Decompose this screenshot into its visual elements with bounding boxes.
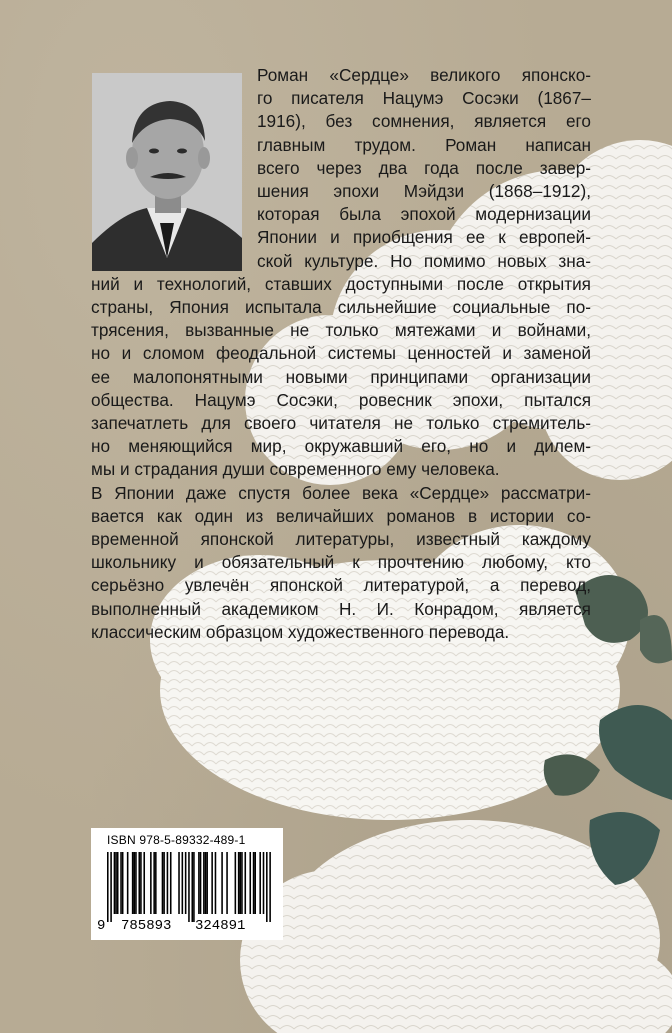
barcode-bar (185, 852, 187, 914)
barcode-bar (132, 852, 134, 914)
barcode-bar (170, 852, 172, 914)
barcode-bar (114, 852, 116, 914)
blurb-line: В Японии даже спустя более века «Сердце» рассматри- (91, 482, 591, 503)
blurb-line: всего через два года после завер- (257, 157, 591, 178)
barcode-bar (167, 852, 169, 914)
blurb-line: общества. Нацумэ Сосэки, ровесник эпохи, пытался (91, 389, 591, 410)
barcode-bar (138, 852, 140, 914)
barcode-bar (162, 852, 164, 914)
blurb-line: Японии и приобщения ее к европей- (257, 227, 591, 248)
barcode-bar (150, 852, 152, 914)
blurb-line: классическим образцом художественного перевода. (91, 621, 510, 642)
barcode-bar (240, 852, 242, 914)
barcode-bar (226, 852, 228, 914)
blurb-line: ской культуре. Но помимо новых зна- (257, 250, 591, 271)
blurb-paragraph-1 (91, 64, 591, 482)
blurb-line: Роман «Сердце» великого японско- (257, 65, 591, 85)
blurb-line: шения эпохи Мэйдзи (1868–1912), (257, 181, 591, 202)
barcode-bar (238, 852, 240, 914)
barcode-bar (193, 852, 195, 922)
barcode-bar (182, 852, 184, 914)
blurb-line: ее малопонятными новыми принципами организации (91, 366, 591, 387)
barcode-bar (110, 852, 112, 922)
blurb-line: временной японской литературы, известный каждому (91, 529, 591, 550)
barcode-bar (122, 852, 124, 914)
barcode-bar (244, 852, 246, 914)
barcode-bar (200, 852, 202, 914)
blurb-line: вается как один из величайших романов в истории со- (91, 505, 591, 526)
blurb-line: страны, Япония испытала сильнейшие социальные по- (91, 297, 591, 318)
barcode-bar (191, 852, 193, 922)
barcode-bar (206, 852, 208, 914)
barcode-bar (249, 852, 251, 914)
barcode-bar (135, 852, 137, 914)
barcode-bar (215, 852, 217, 914)
barcode-bar (153, 852, 155, 914)
barcode-bar (178, 852, 180, 914)
barcode-bar (134, 852, 136, 914)
blurb-line: серьёзно увлечён японской литературой, а перевод, (91, 575, 591, 596)
barcode-bar (198, 852, 200, 914)
barcode-digit-prefix: 9 (97, 918, 106, 934)
barcode-digits-left: 785893 (121, 918, 172, 934)
barcode-bar (235, 852, 237, 914)
barcode-bar (205, 852, 207, 914)
blurb-line: но и сломом феодальной системы ценностей и заменой (91, 343, 591, 364)
isbn-barcode-block (91, 828, 283, 940)
barcode-bar (140, 852, 142, 914)
barcode-bar (253, 852, 255, 914)
barcode-bar (211, 852, 213, 914)
blurb-line: трясения, вызванные не только мятежами и войнами, (91, 320, 591, 341)
barcode-bar (221, 852, 223, 914)
barcode-bar (266, 852, 268, 922)
barcode-bar (143, 852, 145, 914)
blurb-line: главным трудом. Роман написан (257, 134, 591, 155)
barcode-bar (254, 852, 256, 914)
barcode-bar (117, 852, 119, 914)
blurb-line: которая была эпохой модернизации (257, 204, 591, 225)
barcode-bar (115, 852, 117, 914)
barcode-bar (120, 852, 122, 914)
barcode-bar (188, 852, 190, 922)
isbn-label: ISBN 978-5-89332-489-1 (107, 833, 246, 847)
barcode-bar (259, 852, 261, 914)
barcode-bar (163, 852, 165, 914)
barcode-bar (263, 852, 265, 914)
blurb-line: выполненный академиком Н. И. Конрадом, является (91, 598, 591, 619)
blurb-line: запечатлеть для своего читателя не только стремитель- (91, 413, 591, 434)
blurb-line: школьнику и обязательный к прочтению любому, кто (91, 552, 591, 573)
barcode-bar (155, 852, 157, 914)
barcode-digits-right: 324891 (195, 918, 246, 934)
barcode-icon (91, 828, 283, 940)
barcode-bar (203, 852, 205, 914)
blurb-line: го писателя Нацумэ Сосэки (1867– (257, 88, 591, 109)
barcode-bar (241, 852, 243, 914)
barcode-bar (269, 852, 271, 922)
barcode-bar (107, 852, 109, 922)
blurb-line: мы и страдания души современного ему человека. (91, 459, 500, 480)
barcode-bar (127, 852, 129, 914)
blurb-paragraph-2 (91, 482, 591, 644)
blurb-line: 1916), без сомнения, является его (257, 111, 591, 132)
blurb-line: но меняющийся мир, окружавший его, но и дилем- (91, 436, 591, 457)
blurb-line: ний и технологий, ставших доступными после открытия (91, 273, 591, 294)
blurb-text (91, 64, 591, 644)
